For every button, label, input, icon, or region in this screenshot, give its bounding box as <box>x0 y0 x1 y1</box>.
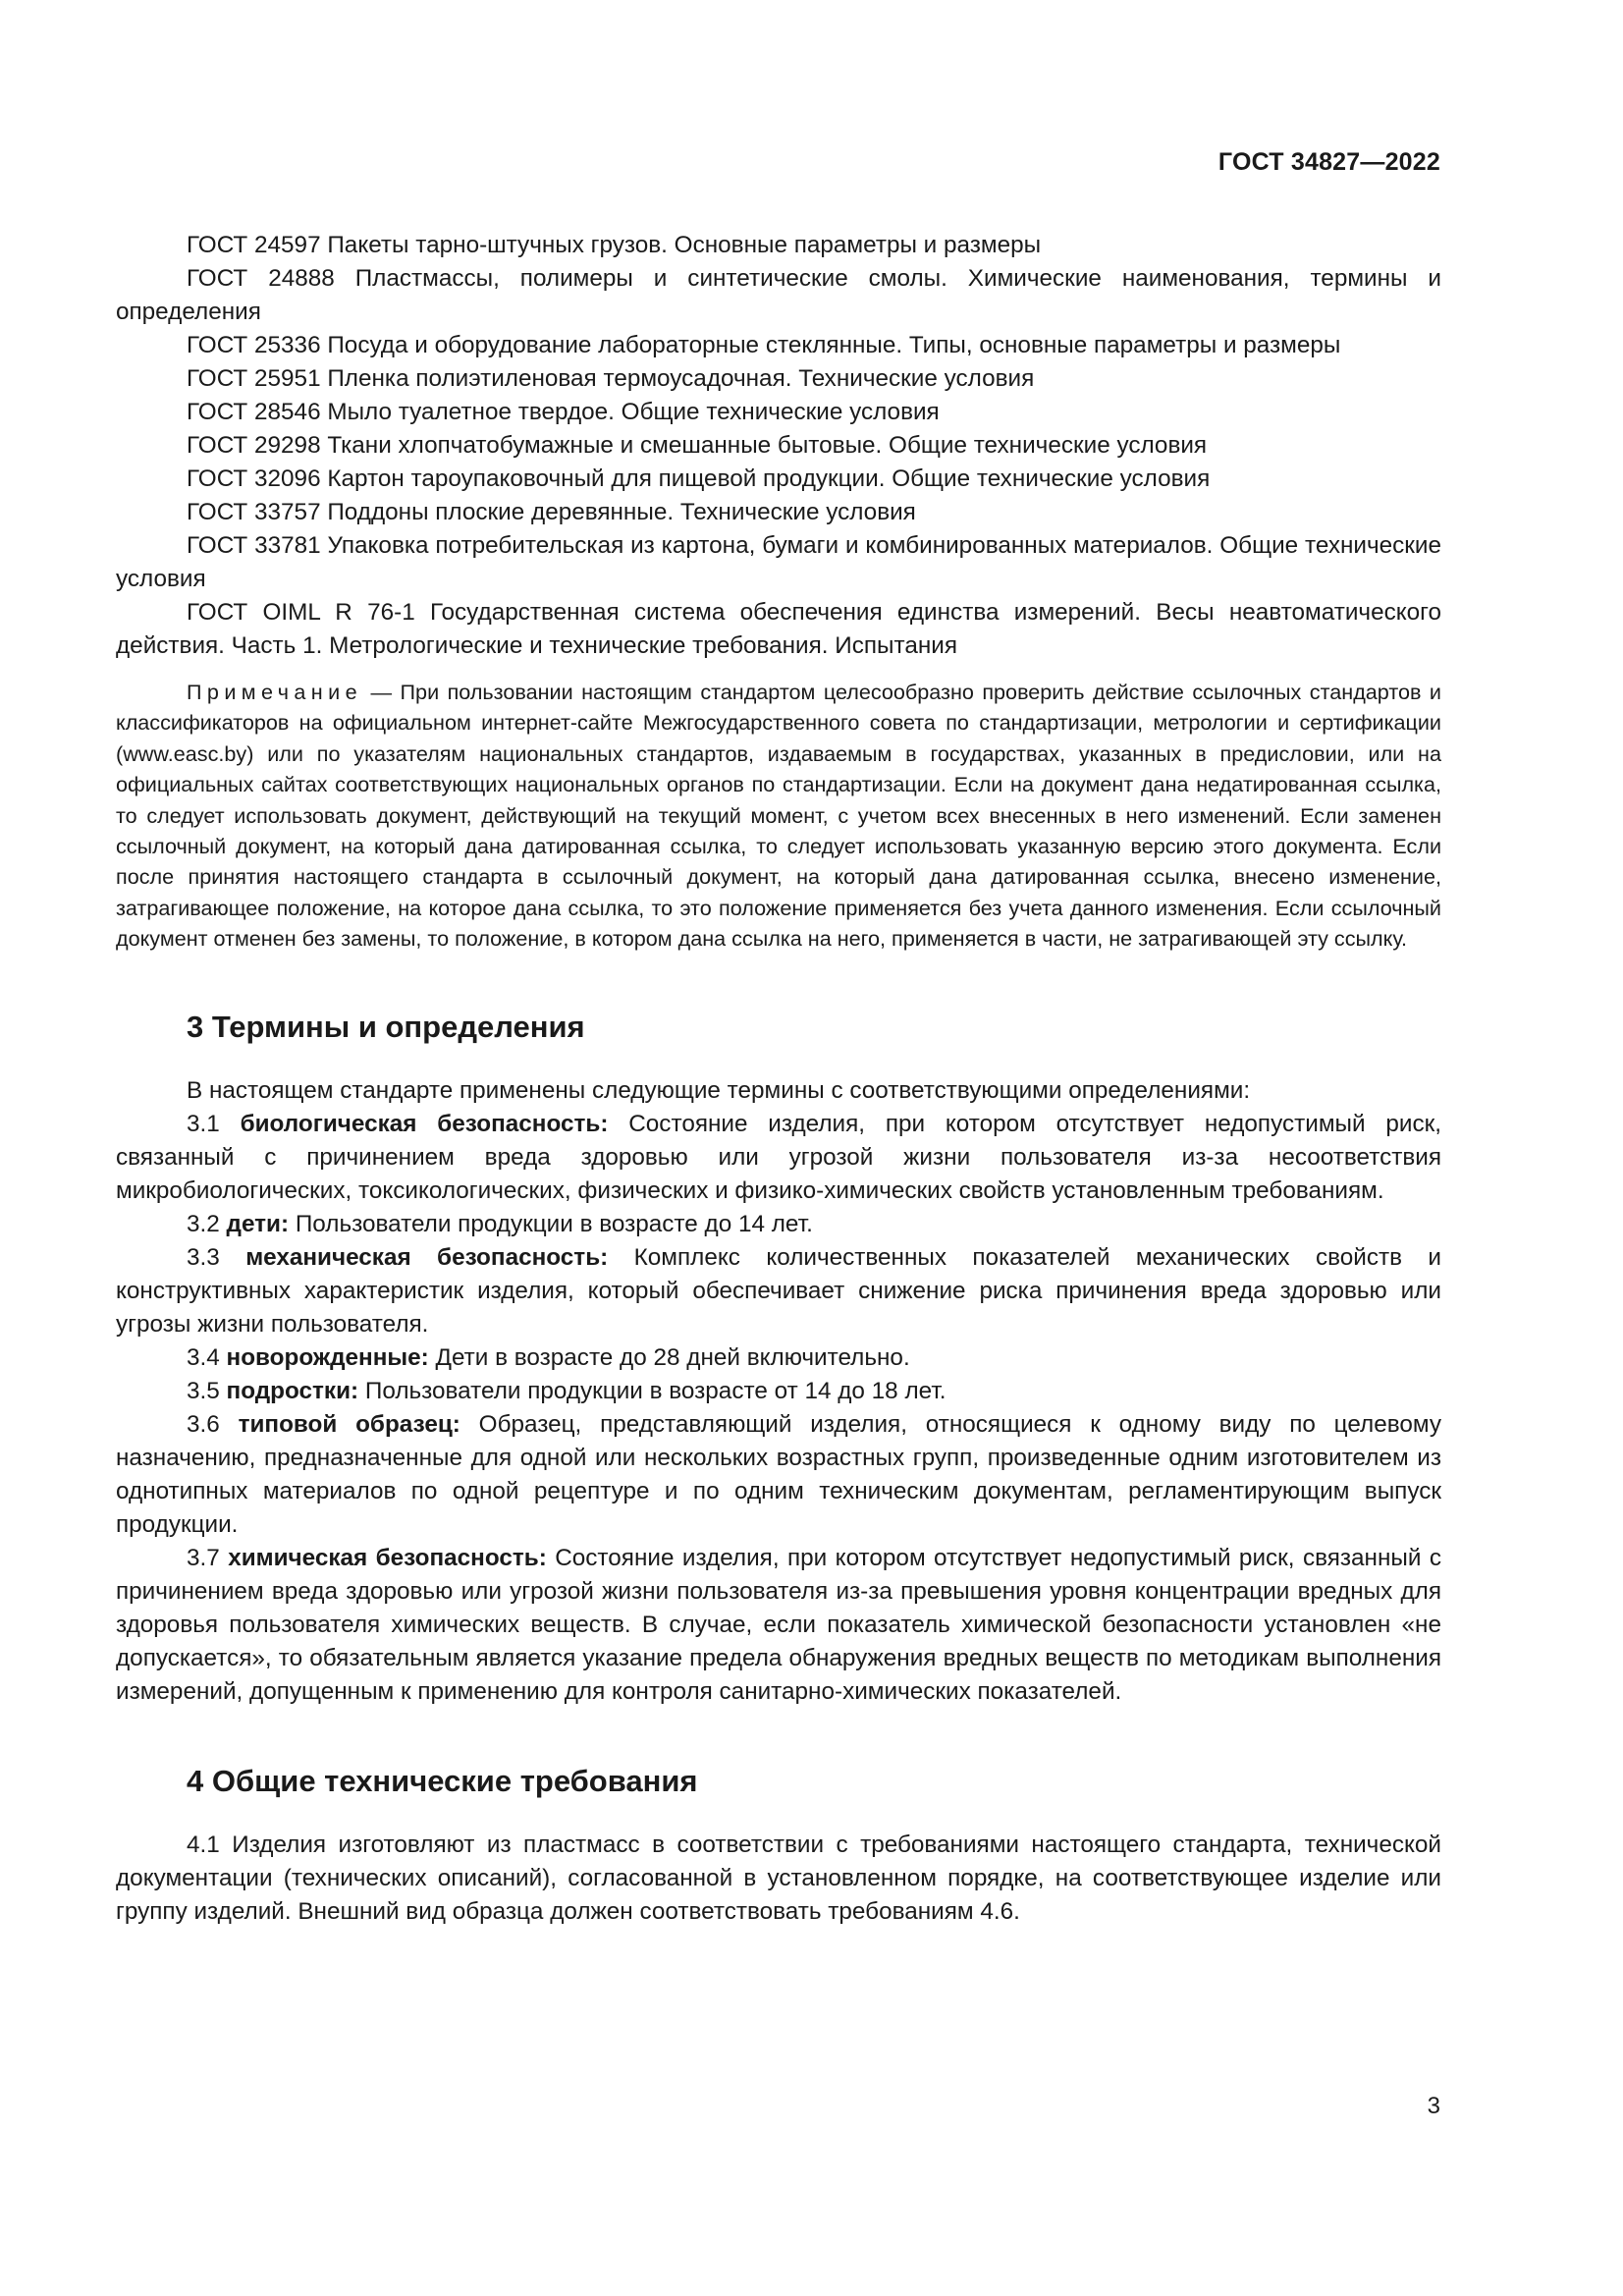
section-4-body <box>116 1829 1441 1929</box>
term-name: новорожденные: <box>226 1343 429 1371</box>
term-number: 3.3 <box>187 1243 246 1271</box>
normative-references-list <box>116 229 1441 663</box>
term-item <box>116 1375 1441 1408</box>
term-definition: Образец, представляющий изделия, относящиеся к одному виду по целевому назначению, предназначенные для одной или нескольких возрастных групп, произведенные одним изготовителем из однотипных материалов по одной рецептуре и по одним техническим документам, регламентирующим выпуск продукции. <box>116 1410 1441 1538</box>
reference-item: ГОСТ 32096 Картон тароупаковочный для пищевой продукции. Общие технические условия <box>187 465 1211 492</box>
page-number: 3 <box>1427 2093 1440 2119</box>
reference-item: ГОСТ 28546 Мыло туалетное твердое. Общие технические условия <box>187 399 940 425</box>
reference-item: ГОСТ 24597 Пакеты тарно-штучных грузов. Основные параметры и размеры <box>187 232 1042 258</box>
reference-item: ГОСТ 25336 Посуда и оборудование лабораторные стеклянные. Типы, основные параметры и размеры <box>187 332 1341 358</box>
reference-item: ГОСТ 25951 Пленка полиэтиленовая термоусадочная. Технические условия <box>187 365 1035 392</box>
term-definition: Состояние изделия, при котором отсутствует недопустимый риск, связанный с причинением вреда здоровью или угрозой жизни пользователя из-за несоответствия микробиологических, токсикологических, физических и физико-химических свойств установленным требованиям. <box>116 1110 1441 1204</box>
term-item <box>116 1341 1441 1375</box>
term-definition: Дети в возрасте до 28 дней включительно. <box>428 1343 910 1371</box>
term-number: 3.6 <box>187 1410 239 1438</box>
term-number: 3.7 <box>187 1544 229 1571</box>
term-number: 3.1 <box>187 1110 241 1137</box>
term-definition: Состояние изделия, при котором отсутствует недопустимый риск, связанный с причинением вреда здоровью или угрозой жизни пользователя из-за превышения уровня концентрации вредных для здоровья пользователя химических веществ. В случае, если показатель химической безопасности установлен «не допускается», то обязательным является указание предела обнаружения вредных веществ по методикам выполнения измерений, допущенным к применению для контроля санитарно-химических показателей. <box>116 1544 1441 1705</box>
term-item <box>116 1208 1441 1241</box>
note-text: — При пользовании настоящим стандартом целесообразно проверить действие ссылочных стандартов и классификаторов на официальном интернет-сайте Межгосударственного совета по стандартизации, метрологии и сертификации (www.easc.by) или по указателям национальных стандартов, издаваемым в государствах, указанных в предисловии, или на официальных сайтах соответствующих национальных органов по стандартизации. Если на документ дана недатированная ссылка, то следует использовать документ, действующий на текущий момент, с учетом всех внесенных в него изменений. Если заменен ссылочный документ, на который дана датированная ссылка, то следует использовать указанную версию этого документа. Если после принятия настоящего стандарта в ссылочный документ, на который дана датированная ссылка, внесено изменение, затрагивающее положение, на которое дана ссылка, то это положение применяется без учета данного изменения. Если ссылочный документ отменен без замены, то положение, в котором дана ссылка на него, применяется в части, не затрагивающей эту ссылку. <box>116 680 1441 952</box>
document-code: ГОСТ 34827—2022 <box>1217 148 1440 176</box>
terms-intro: В настоящем стандарте применены следующие термины с соответствующими определениями: <box>187 1076 1251 1104</box>
terms-list <box>116 1074 1441 1709</box>
term-definition: Пользователи продукции в возрасте от 14 до 18 лет. <box>358 1377 947 1404</box>
term-item <box>116 1108 1441 1208</box>
term-name: подростки: <box>226 1377 359 1404</box>
term-number: 3.5 <box>187 1377 227 1404</box>
term-definition: Пользователи продукции в возрасте до 14 лет. <box>289 1210 813 1237</box>
term-item <box>116 1241 1441 1341</box>
term-name: механическая безопасность: <box>245 1243 609 1271</box>
reference-item: ГОСТ 24888 Пластмассы, полимеры и синтетические смолы. Химические наименования, термины и определения <box>116 265 1441 325</box>
term-number: 3.4 <box>187 1343 227 1371</box>
term-definition: Комплекс количественных показателей механических свойств и конструктивных характеристик изделия, который обеспечивает снижение риска причинения вреда здоровью или угрозы жизни пользователя. <box>116 1243 1441 1338</box>
section-3-heading: 3 Термины и определения <box>187 1009 585 1044</box>
note-label: Примечание <box>187 680 362 704</box>
term-name: биологическая безопасность: <box>240 1110 609 1137</box>
term-number: 3.2 <box>187 1210 227 1237</box>
requirement-paragraph: 4.1 Изделия изготовляют из пластмасс в соответствии с требованиями настоящего стандарта, технической документации (технических описаний), согласованной в установленном порядке, на соответствующее изделие или группу изделий. Внешний вид образца должен соответствовать требованиям 4.6. <box>116 1831 1441 1925</box>
term-name: типовой образец: <box>238 1410 460 1438</box>
reference-item: ГОСТ 33757 Поддоны плоские деревянные. Технические условия <box>187 499 916 525</box>
section-4-heading: 4 Общие технические требования <box>187 1763 698 1798</box>
reference-item: ГОСТ OIML R 76-1 Государственная система обеспечения единства измерений. Весы неавтоматического действия. Часть 1. Метрологические и технические требования. Испытания <box>116 599 1441 659</box>
reference-item: ГОСТ 29298 Ткани хлопчатобумажные и смешанные бытовые. Общие технические условия <box>187 432 1208 459</box>
term-name: химическая безопасность: <box>228 1544 547 1571</box>
term-item <box>116 1542 1441 1709</box>
term-name: дети: <box>226 1210 290 1237</box>
term-item <box>116 1408 1441 1542</box>
reference-item: ГОСТ 33781 Упаковка потребительская из картона, бумаги и комбинированных материалов. Общие технические условия <box>116 532 1441 592</box>
note-paragraph <box>116 677 1441 955</box>
